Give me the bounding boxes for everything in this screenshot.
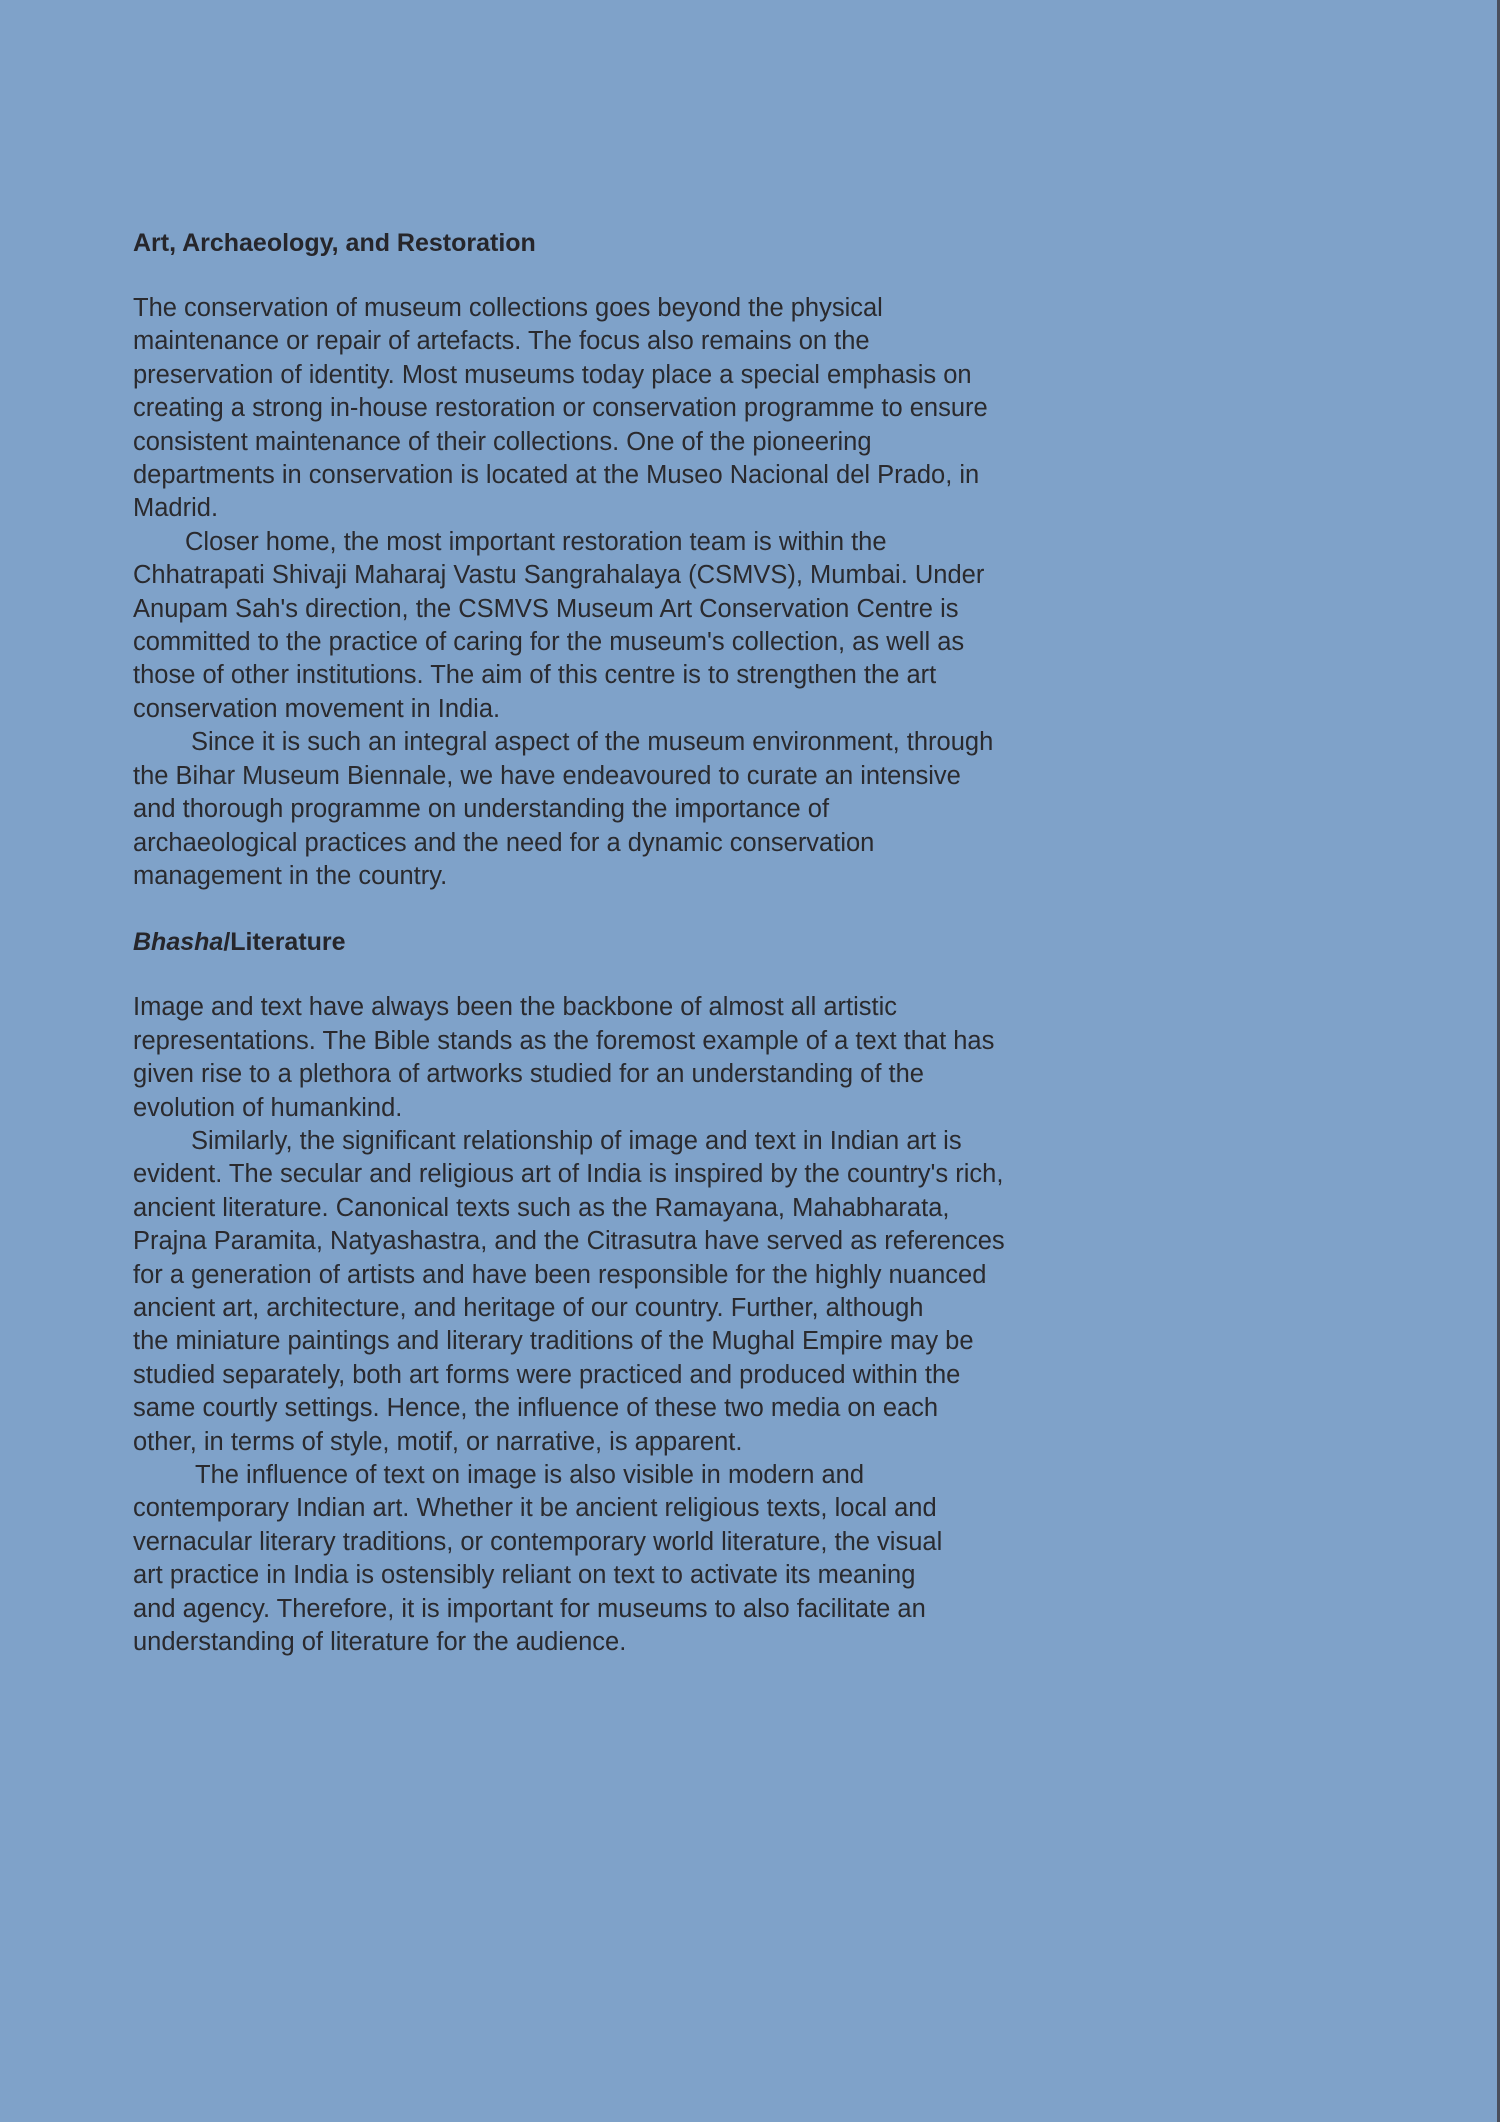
text-line: Image and text have always been the backbone of almost all artistic [133, 993, 898, 1022]
text-line: Since it is such an integral aspect of the museum environment, through [191, 728, 994, 757]
restoration-paragraph-3 [133, 726, 1063, 893]
text-line: and thorough programme on understanding the importance of [133, 795, 830, 824]
text-line: the miniature paintings and literary traditions of the Mughal Empire may be [133, 1327, 974, 1356]
page-content [133, 225, 1063, 1659]
text-line: understanding of literature for the audience. [133, 1628, 627, 1657]
text-line: The conservation of museum collections goes beyond the physical [133, 294, 883, 322]
literature-paragraph-3 [133, 1459, 1063, 1659]
text-line: management in the country. [133, 861, 448, 890]
heading-italic-part: Bhasha [133, 928, 224, 957]
text-line: preservation of identity. Most museums today place a special emphasis on [133, 360, 972, 389]
text-line: vernacular literary traditions, or contemporary world literature, the visual [133, 1527, 943, 1556]
restoration-paragraph-1 [133, 292, 1063, 526]
text-line: representations. The Bible stands as the foremost example of a text that has [133, 1026, 995, 1055]
text-line: those of other institutions. The aim of this centre is to strengthen the art [133, 661, 937, 690]
text-line: Similarly, the significant relationship of image and text in Indian art is [191, 1126, 962, 1155]
text-line: The influence of text on image is also visible in modern and [195, 1461, 865, 1489]
text-line: for a generation of artists and have been responsible for the highly nuanced [133, 1260, 987, 1289]
text-line: Anupam Sah's direction, the CSMVS Museum Art Conservation Centre is [133, 594, 959, 623]
literature-paragraph-1 [133, 991, 1063, 1125]
text-line: art practice in India is ostensibly reliant on text to activate its meaning [133, 1561, 916, 1590]
text-line: departments in conservation is located at the Museo Nacional del Prado, in [133, 461, 980, 490]
text-line: and agency. Therefore, it is important for museums to also facilitate an [133, 1594, 926, 1623]
text-line: same courtly settings. Hence, the influence of these two media on each [133, 1394, 939, 1423]
text-line: Prajna Paramita, Natyashastra, and the Citrasutra have served as references [133, 1227, 1005, 1256]
section-heading-restoration: Art, Archaeology, and Restoration [133, 229, 536, 257]
section-heading-literature [133, 924, 1063, 960]
text-line: evolution of humankind. [133, 1093, 403, 1122]
literature-paragraph-2 [133, 1125, 1063, 1459]
text-line: conservation movement in India. [133, 694, 501, 723]
restoration-paragraph-2 [133, 526, 1063, 726]
text-line: ancient art, architecture, and heritage of our country. Further, although [133, 1293, 924, 1322]
text-line: consistent maintenance of their collections. One of the pioneering [133, 427, 872, 456]
text-line: Madrid. [133, 494, 219, 523]
text-line: maintenance or repair of artefacts. The focus also remains on the [133, 327, 870, 356]
text-line: other, in terms of style, motif, or narrative, is apparent. [133, 1427, 743, 1456]
text-line: studied separately, both art forms were practiced and produced within the [133, 1360, 961, 1389]
text-line: ancient literature. Canonical texts such as the Ramayana, Mahabharata, [133, 1193, 950, 1222]
text-line: Chhatrapati Shivaji Maharaj Vastu Sangrahalaya (CSMVS), Mumbai. Under [133, 561, 985, 590]
text-line: the Bihar Museum Biennale, we have endeavoured to curate an intensive [133, 761, 961, 790]
text-line: given rise to a plethora of artworks studied for an understanding of the [133, 1060, 924, 1089]
text-line: creating a strong in-house restoration or conservation programme to ensure [133, 394, 988, 423]
text-line: evident. The secular and religious art of India is inspired by the country's rich, [133, 1160, 1004, 1189]
text-line: committed to the practice of caring for the museum's collection, as well as [133, 628, 965, 657]
heading-rest-part: /Literature [223, 928, 346, 957]
text-line: Closer home, the most important restoration team is within the [185, 527, 887, 556]
text-line: contemporary Indian art. Whether it be ancient religious texts, local and [133, 1494, 937, 1523]
text-line: archaeological practices and the need for a dynamic conservation [133, 828, 875, 857]
